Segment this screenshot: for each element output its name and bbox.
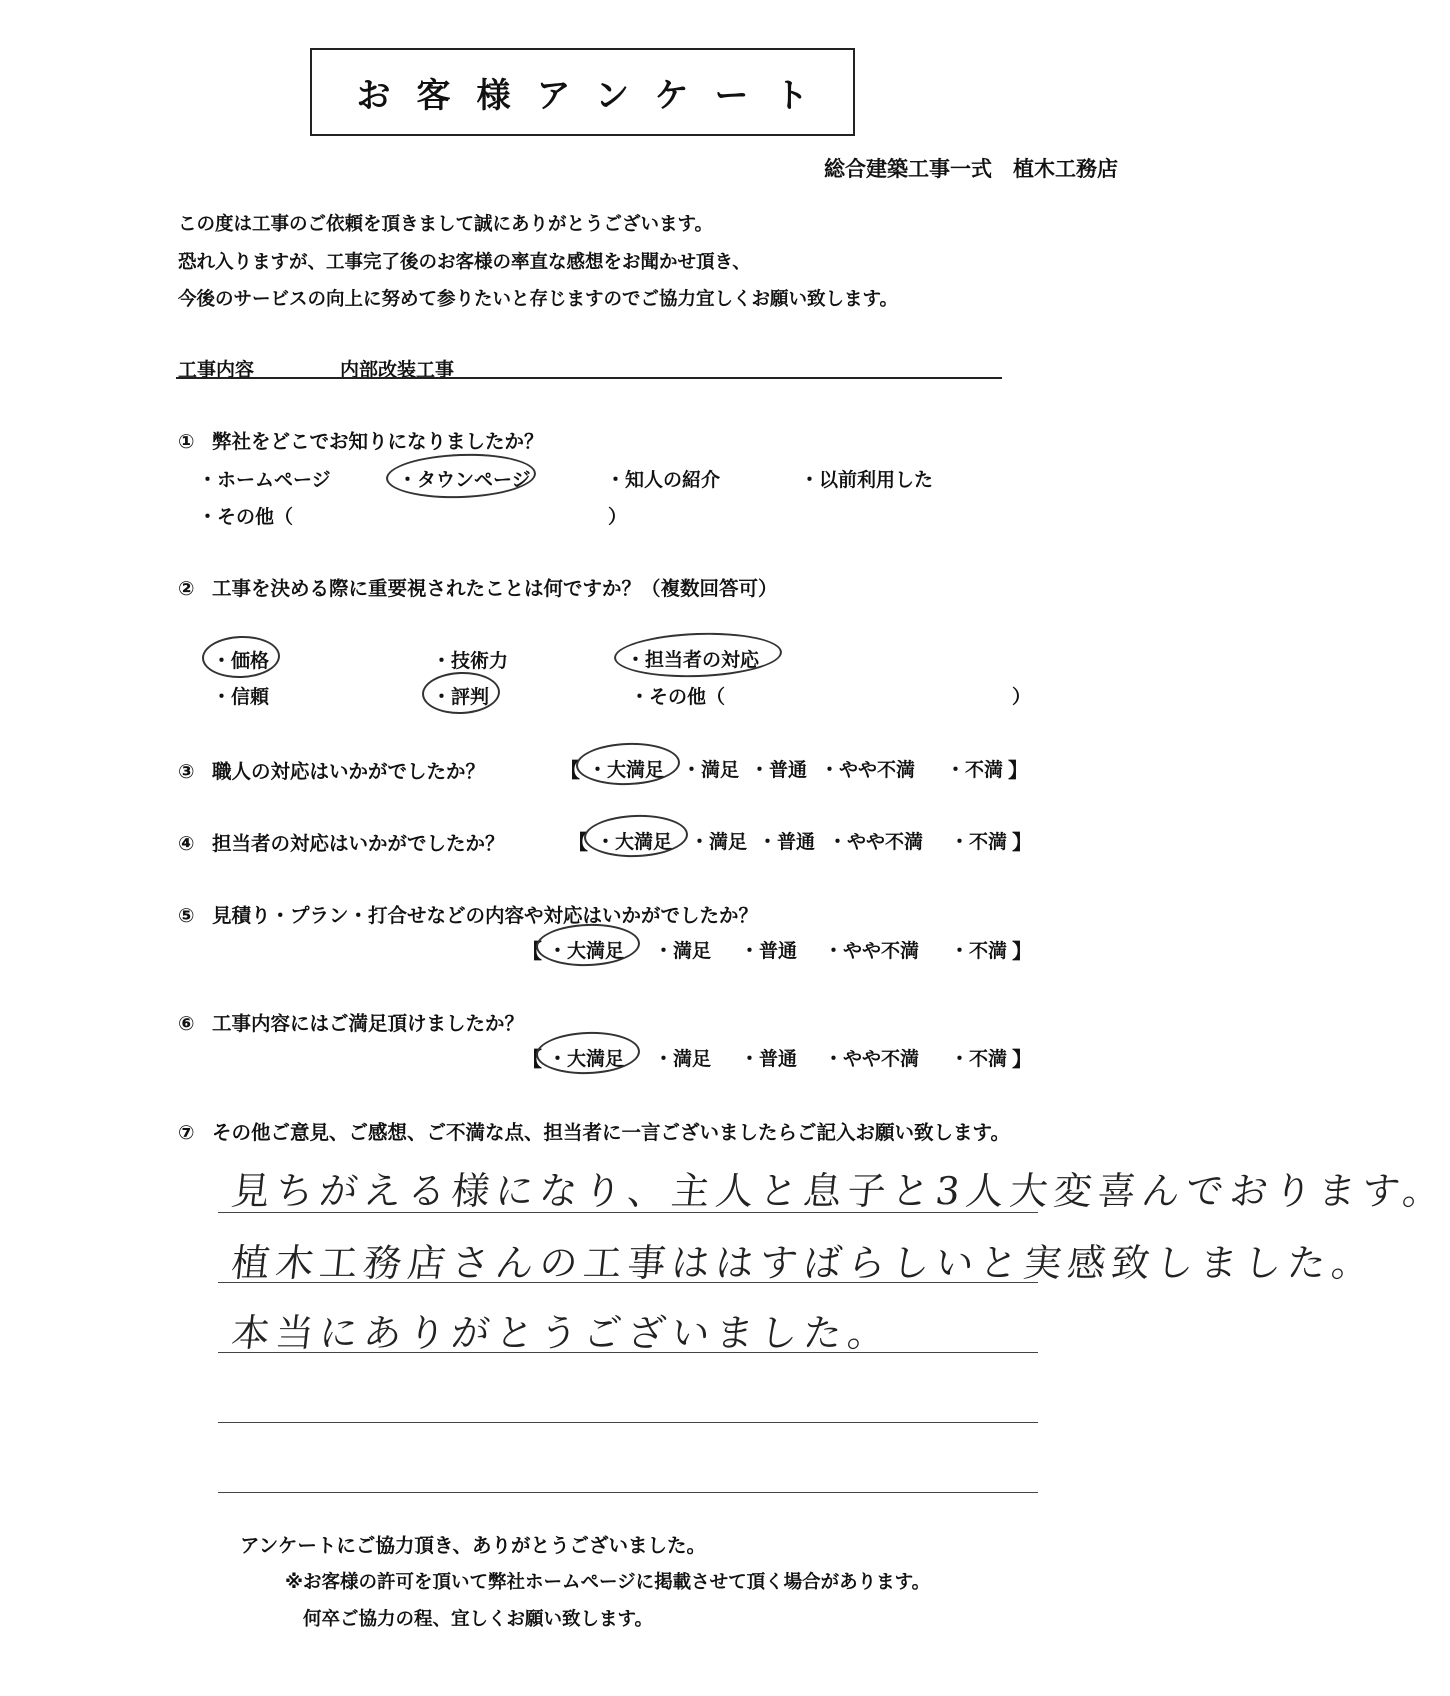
q5-option-dissatisfied[interactable]: ・不満 bbox=[950, 940, 1008, 962]
q3 bbox=[178, 756, 485, 784]
q2-option-price[interactable]: ・価格 bbox=[212, 650, 270, 672]
q7-number: ⑦ bbox=[178, 1121, 195, 1144]
q3-option-slightly-dissatisfied[interactable]: ・やや不満 bbox=[820, 759, 916, 781]
footer-request: 何卒ご協力の程、宜しくお願い致します。 bbox=[303, 1609, 654, 1630]
q6-option-very-satisfied[interactable]: ・大満足 bbox=[548, 1048, 625, 1070]
q1-number: ① bbox=[178, 430, 195, 453]
q6-selected-circle bbox=[535, 1030, 640, 1076]
q1-option-homepage[interactable]: ・ホームページ bbox=[198, 469, 331, 491]
intro-line-2: 恐れ入りますが、工事完了後のお客様の率直な感想をお聞かせ頂き、 bbox=[178, 252, 751, 273]
q3-bracket-open: 【 bbox=[560, 758, 580, 782]
q1 bbox=[178, 426, 544, 454]
q2-staff-circle bbox=[613, 630, 782, 680]
q6-text: 工事内容にはご満足頂けましたか？ bbox=[212, 1012, 525, 1035]
q7 bbox=[178, 1117, 1010, 1145]
comment-rule-3 bbox=[218, 1352, 1038, 1353]
q4-option-dissatisfied[interactable]: ・不満 bbox=[950, 831, 1008, 853]
q4-number: ④ bbox=[178, 832, 195, 855]
work-label: 工事内容 bbox=[178, 359, 255, 381]
q2-number: ② bbox=[178, 577, 195, 600]
title-box bbox=[310, 48, 855, 136]
q2-option-staff[interactable]: ・担当者の対応 bbox=[626, 649, 760, 671]
q5-option-slightly-dissatisfied[interactable]: ・やや不満 bbox=[824, 940, 920, 962]
comment-handwritten-line-2: 植木工務店さんの工事ははすばらしいと実感致しました。 bbox=[229, 1241, 1378, 1285]
q5-option-normal[interactable]: ・普通 bbox=[740, 940, 798, 962]
page-title: お客様アンケート bbox=[356, 75, 835, 116]
q7-text: その他ご意見、ご感想、ご不満な点、担当者に一言ございましたらご記入お願い致します。 bbox=[212, 1121, 1010, 1144]
q6-number: ⑥ bbox=[178, 1012, 195, 1035]
q2-other-close: ） bbox=[1012, 686, 1032, 708]
intro-line-3: 今後のサービスの向上に努めて参りたいと存じますのでご協力宜しくお願い致します。 bbox=[178, 289, 899, 310]
q5-bracket-close: 】 bbox=[1012, 939, 1032, 963]
q2 bbox=[178, 573, 778, 601]
company-name: 総合建築工事一式 植木工務店 bbox=[824, 157, 1118, 181]
q3-bracket-close: 】 bbox=[1008, 758, 1028, 782]
q1-option-other[interactable]: ・その他（ bbox=[198, 506, 294, 528]
q6-bracket-close: 】 bbox=[1012, 1047, 1032, 1071]
q3-number: ③ bbox=[178, 760, 195, 783]
q1-option-previous[interactable]: ・以前利用した bbox=[800, 469, 934, 491]
intro-line-1: この度は工事のご依頼を頂きまして誠にありがとうございます。 bbox=[178, 214, 714, 235]
q4 bbox=[178, 828, 505, 856]
footer-thanks: アンケートにご協力頂き、ありがとうございました。 bbox=[240, 1534, 707, 1557]
q5-text: 見積り・プラン・打合せなどの内容や対応はいかがでしたか？ bbox=[212, 904, 759, 927]
q5-option-very-satisfied[interactable]: ・大満足 bbox=[548, 940, 625, 962]
q4-text: 担当者の対応はいかがでしたか？ bbox=[212, 832, 505, 855]
q3-selected-circle bbox=[575, 741, 680, 787]
q1-other-close: ） bbox=[608, 506, 628, 528]
q5-selected-circle bbox=[535, 922, 640, 968]
q3-text: 職人の対応はいかがでしたか？ bbox=[212, 760, 486, 783]
q2-option-other[interactable]: ・その他（ bbox=[630, 686, 726, 708]
comment-rule-4 bbox=[218, 1422, 1038, 1423]
q1-text: 弊社をどこでお知りになりましたか？ bbox=[212, 430, 544, 453]
work-value: 内部改装工事 bbox=[340, 359, 455, 381]
comment-rule-5 bbox=[218, 1492, 1038, 1493]
q3-option-normal[interactable]: ・普通 bbox=[750, 759, 808, 781]
comment-rule-1 bbox=[218, 1212, 1038, 1213]
q4-option-very-satisfied[interactable]: ・大満足 bbox=[596, 831, 673, 853]
q2-option-skill[interactable]: ・技術力 bbox=[432, 650, 509, 672]
comment-handwritten-line-1: 見ちがえる様になり、主人と息子と3人大変喜んでおります。 bbox=[229, 1169, 1450, 1213]
comment-rule-2 bbox=[218, 1282, 1038, 1283]
q4-option-normal[interactable]: ・普通 bbox=[758, 831, 816, 853]
q5-number: ⑤ bbox=[178, 904, 195, 927]
q1-option-referral[interactable]: ・知人の紹介 bbox=[606, 469, 721, 491]
q4-option-slightly-dissatisfied[interactable]: ・やや不満 bbox=[828, 831, 924, 853]
footer-note: ※お客様の許可を頂いて弊社ホームページに掲載させて頂く場合があります。 bbox=[285, 1572, 931, 1593]
q6-option-normal[interactable]: ・普通 bbox=[740, 1048, 798, 1070]
q5-option-satisfied[interactable]: ・満足 bbox=[654, 940, 712, 962]
q4-bracket-open: 【 bbox=[568, 830, 588, 854]
q6-bracket-open: 【 bbox=[522, 1047, 542, 1071]
q2-option-reputation[interactable]: ・評判 bbox=[432, 686, 490, 708]
q4-option-satisfied[interactable]: ・満足 bbox=[690, 831, 748, 853]
q1-option-townpage[interactable]: ・タウンページ bbox=[398, 469, 531, 491]
q5 bbox=[178, 900, 758, 928]
q4-bracket-close: 】 bbox=[1012, 830, 1032, 854]
q3-option-satisfied[interactable]: ・満足 bbox=[682, 759, 740, 781]
work-underline bbox=[176, 377, 1002, 379]
q4-selected-circle bbox=[583, 813, 688, 859]
q3-option-very-satisfied[interactable]: ・大満足 bbox=[588, 759, 665, 781]
q1-selected-circle bbox=[385, 451, 536, 500]
q2-option-trust[interactable]: ・信頼 bbox=[212, 686, 270, 708]
q6-option-slightly-dissatisfied[interactable]: ・やや不満 bbox=[824, 1048, 920, 1070]
q6 bbox=[178, 1008, 524, 1036]
q5-bracket-open: 【 bbox=[522, 939, 542, 963]
q2-text: 工事を決める際に重要視されたことは何ですか？（複数回答可） bbox=[212, 577, 778, 600]
q6-option-dissatisfied[interactable]: ・不満 bbox=[950, 1048, 1008, 1070]
q3-option-dissatisfied[interactable]: ・不満 bbox=[946, 759, 1004, 781]
comment-handwritten-line-3: 本当にありがとうございました。 bbox=[229, 1311, 894, 1355]
q6-option-satisfied[interactable]: ・満足 bbox=[654, 1048, 712, 1070]
